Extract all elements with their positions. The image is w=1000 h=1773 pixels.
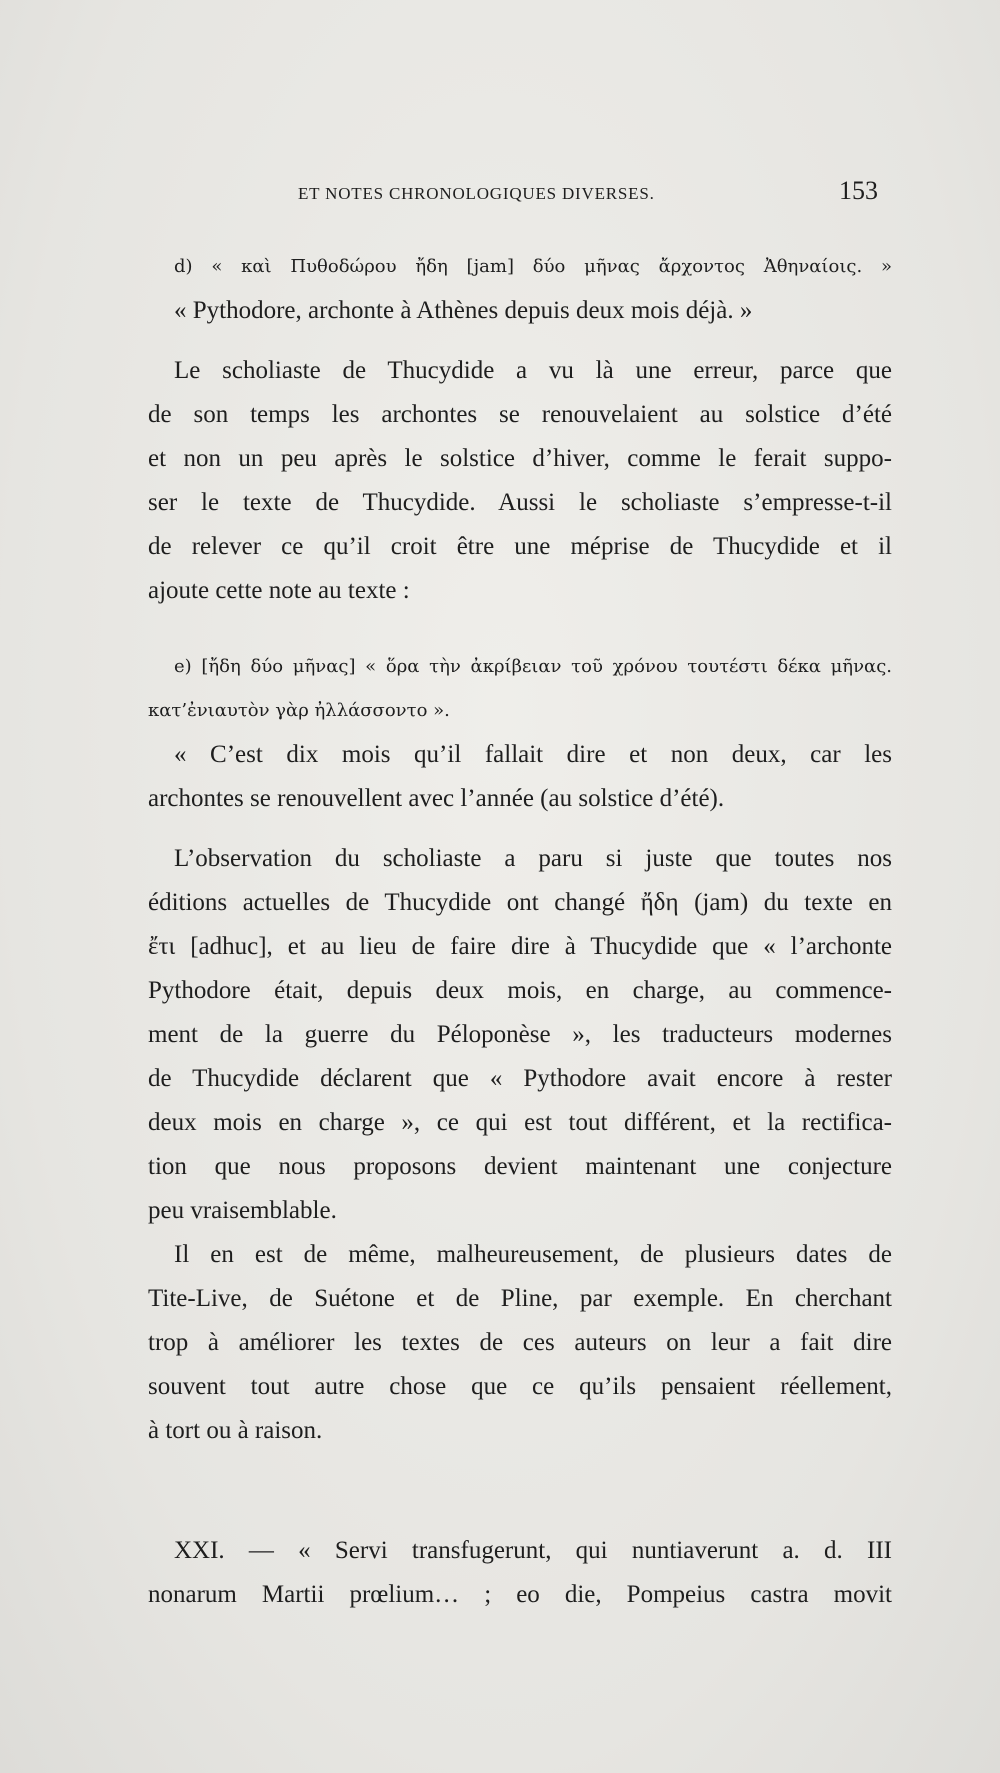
text-line: deux mois en charge », ce qui est tout différent, et la rectifica- bbox=[148, 1109, 892, 1136]
text-line-greek: κατ’ἐνιαυτὸν γὰρ ἠλλάσσοντο ». bbox=[148, 700, 450, 721]
text-line: Il en est de même, malheureusement, de plusieurs dates de bbox=[174, 1241, 892, 1268]
text-line-greek-e: e) [ἤδη δύο μῆνας] « ὅρα τὴν ἀκρίβειαν τοῦ χρόνου τουτέστι δέκα μῆνας. bbox=[174, 656, 892, 677]
text-line: de son temps les archontes se renouvelaient au solstice d’été bbox=[148, 401, 892, 428]
text-line: de Thucydide déclarent que « Pythodore avait encore à rester bbox=[148, 1065, 892, 1092]
text-line: nonarum Martii prœlium… ; eo die, Pompeius castra movit bbox=[148, 1581, 892, 1608]
text-line: trop à améliorer les textes de ces auteurs on leur a fait dire bbox=[148, 1329, 892, 1356]
text-line: Le scholiaste de Thucydide a vu là une erreur, parce que bbox=[174, 357, 892, 384]
running-head: ET NOTES CHRONOLOGIQUES DIVERSES. bbox=[298, 184, 655, 203]
text-line: peu vraisemblable. bbox=[148, 1197, 337, 1224]
page-number: 153 bbox=[839, 176, 878, 205]
text-line: ser le texte de Thucydide. Aussi le scholiaste s’empresse-t-il bbox=[148, 489, 892, 516]
text-line: à tort ou à raison. bbox=[148, 1417, 323, 1444]
section-heading-line: XXI. — « Servi transfugerunt, qui nuntiaverunt a. d. III bbox=[174, 1537, 892, 1564]
page-body bbox=[148, 245, 892, 1617]
text-line: ment de la guerre du Péloponèse », les traducteurs modernes bbox=[148, 1021, 892, 1048]
text-line: ἔτι [adhuc], et au lieu de faire dire à Thucydide que « l’archonte bbox=[148, 933, 892, 960]
text-line: éditions actuelles de Thucydide ont changé ἤδη (jam) du texte en bbox=[148, 889, 892, 916]
text-line: « Pythodore, archonte à Athènes depuis deux mois déjà. » bbox=[174, 297, 753, 324]
text-line-greek-d: d) « καὶ Πυθοδώρου ἤδη [jam] δύο μῆνας ἄρχοντος Ἀθηναίοις. » bbox=[174, 256, 892, 277]
text-line: « C’est dix mois qu’il fallait dire et non deux, car les bbox=[174, 741, 892, 768]
text-line: L’observation du scholiaste a paru si juste que toutes nos bbox=[174, 845, 892, 872]
text-line: de relever ce qu’il croit être une méprise de Thucydide et il bbox=[148, 533, 892, 560]
text-line: Pythodore était, depuis deux mois, en charge, au commence- bbox=[148, 977, 892, 1004]
text-line: Tite-Live, de Suétone et de Pline, par exemple. En cherchant bbox=[148, 1285, 892, 1312]
text-line: souvent tout autre chose que ce qu’ils pensaient réellement, bbox=[148, 1373, 892, 1400]
text-line: ajoute cette note au texte : bbox=[148, 577, 410, 604]
page-header bbox=[298, 176, 878, 212]
text-line: archontes se renouvellent avec l’année (au solstice d’été). bbox=[148, 785, 725, 812]
text-line: tion que nous proposons devient maintenant une conjecture bbox=[148, 1153, 892, 1180]
text-line: et non un peu après le solstice d’hiver, comme le ferait suppo- bbox=[148, 445, 892, 472]
